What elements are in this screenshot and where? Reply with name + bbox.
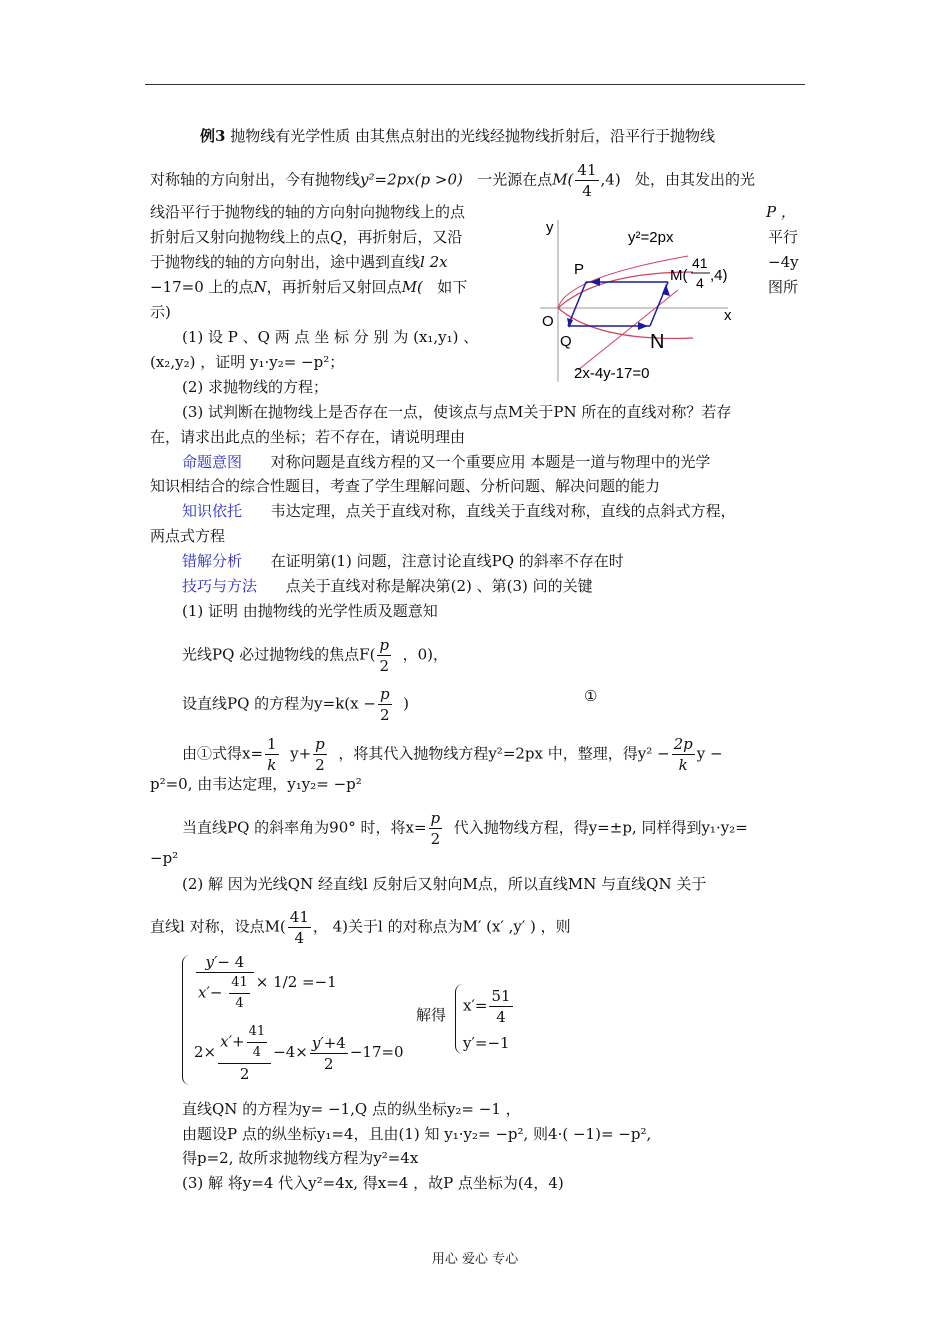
derive-p: 由题设P 点的纵坐标y₁=4，且由(1) 知 y₁·y₂= −p², 则4·( −1)= −p², bbox=[182, 1125, 652, 1143]
solution-2: (2) 解 因为光线QN 经直线l 反射后又射向M点，所以直线MN 与直线QN 关于 bbox=[182, 875, 707, 893]
p-label: P bbox=[574, 261, 585, 278]
example-line-1 bbox=[200, 124, 715, 148]
arrow-head bbox=[638, 322, 648, 330]
footer: 用心 爱心 专心 bbox=[431, 1252, 519, 1267]
intent-line-2: 知识相结合的综合性题目，考查了学生理解问题、分析问题、解决问题的能力 bbox=[150, 477, 661, 495]
text-line: −17=0 上的点N，再折射后又射回点M( 如下 bbox=[150, 278, 468, 296]
line-qn: 直线QN 的方程为y= −1,Q 点的纵坐标y₂= −1 ， bbox=[182, 1100, 521, 1118]
curve-label: y²=2px bbox=[628, 229, 674, 246]
right-text: 图所 bbox=[768, 278, 799, 296]
text: 处，由其发出的光 bbox=[635, 170, 756, 189]
y-label: y bbox=[546, 219, 554, 236]
text: ,4) bbox=[600, 170, 621, 189]
top-rule bbox=[145, 84, 805, 85]
system-eq-1: y′− 4 x′− $\frac{41}{4}$ × 1/2 =−1 bbox=[198, 953, 337, 1011]
parabola-figure bbox=[538, 210, 763, 388]
line-label: 2x-4y-17=0 bbox=[574, 365, 650, 382]
method-line: 技巧与方法 点关于直线对称是解决第(2) 、第(3) 问的关键 bbox=[182, 577, 593, 595]
text-line: 示) bbox=[150, 303, 171, 321]
vieta-line: p²=0, 由韦达定理，y₁y₂= −p² bbox=[150, 775, 362, 793]
solution-x: x′= $\frac{51}{4}$ bbox=[463, 987, 511, 1026]
parabola-result: 得p=2, 故所求抛物线方程为y²=4x bbox=[182, 1149, 419, 1167]
vertical-case-result: −p² bbox=[150, 849, 179, 867]
right-text: P ， bbox=[766, 203, 796, 221]
arrow-head bbox=[662, 284, 670, 296]
parabola-eq: y²=2px(p >0) bbox=[360, 170, 463, 189]
system-eq-2: 2× x′+ $\frac{41}{4}$ 2 −4× $\frac{y'+4}{2}$ −17=0 bbox=[194, 1024, 404, 1083]
text-line: 线沿平行于抛物线的轴的方向射向抛物线上的点 bbox=[150, 203, 466, 221]
text: 抛物线有光学性质 由其焦点射出的光线经抛物线折射后，沿平行于抛物线 bbox=[230, 127, 715, 145]
right-text: −4y bbox=[768, 253, 799, 271]
q-label: Q bbox=[560, 333, 572, 350]
line-l bbox=[578, 290, 678, 370]
vertical-case-line: 当直线PQ 的斜率角为90° 时，将x= $\frac{p}{2}$ 代入抛物线方程，得y=±p, 同样得到y₁·y₂= bbox=[182, 809, 748, 848]
system-brace bbox=[182, 955, 193, 1085]
m-label-post: ,4) bbox=[710, 267, 728, 284]
question-1-b: (x₂,y₂) ，证明 y₁·y₂= −p²； bbox=[150, 353, 345, 371]
question-3: (3) 试判断在抛物线上是否存在一点，使该点与点M关于PN 所在的直线对称？若存 bbox=[182, 403, 732, 421]
m-den: 4 bbox=[696, 275, 704, 291]
question-2: (2) 求抛物线的方程； bbox=[182, 378, 329, 396]
text-line: 折射后又射向抛物线上的点Q，再折射后，又沿 bbox=[150, 228, 463, 246]
point-m: M( bbox=[552, 170, 574, 189]
line-pq-eq: 设直线PQ 的方程为y=k(x − $\frac{p}{2}$ ) bbox=[182, 685, 409, 724]
solution-y: y′=−1 bbox=[463, 1034, 510, 1052]
example-line-2 bbox=[150, 160, 755, 201]
m-num: 41 bbox=[692, 255, 708, 271]
focus-line: 光线PQ 必过抛物线的焦点F( $\frac{p}{2}$ ，0)， bbox=[182, 636, 448, 675]
example-number: 例3 bbox=[200, 127, 226, 145]
question-3-b: 在，请求出此点的坐标；若不存在，请说明理由 bbox=[150, 428, 466, 446]
knowledge-line: 知识依托 韦达定理，点关于直线对称，直线关于直线对称，直线的点斜式方程， bbox=[182, 502, 736, 520]
m-label-pre: M( bbox=[670, 267, 688, 284]
solution-3: (3) 解 将y=4 代入y²=4x, 得x=4 ，故P 点坐标为(4，4) bbox=[182, 1174, 564, 1192]
solution-1: (1) 证明 由抛物线的光学性质及题意知 bbox=[182, 602, 438, 620]
intent-line: 命题意图 对称问题是直线方程的又一个重要应用 本题是一道与物理中的光学 bbox=[182, 453, 711, 471]
fraction-41-4: $\frac{41}{4}$ bbox=[577, 161, 597, 200]
knowledge-line-2: 两点式方程 bbox=[150, 527, 226, 545]
solve-label: 解得 bbox=[416, 1006, 447, 1024]
text: 一光源在点 bbox=[477, 170, 553, 189]
text: 对称轴的方向射出，今有抛物线 bbox=[150, 170, 361, 189]
origin-label: O bbox=[542, 313, 554, 330]
n-label: N bbox=[650, 331, 665, 353]
question-1: (1) 设 P 、Q 两 点 坐 标 分 别 为 (x₁,y₁) 、 bbox=[182, 328, 479, 346]
x-label: x bbox=[724, 307, 732, 324]
right-text: 平行 bbox=[768, 228, 799, 246]
circle-1: ① bbox=[584, 687, 598, 705]
symmetric-point-line: 直线l 对称，设点M( $\frac{41}{4}$ ， 4)关于l 的对称点为M′ (x′ ,y′ ) ，则 bbox=[150, 908, 571, 947]
text-line: 于抛物线的轴的方向射出，途中遇到直线l 2x bbox=[150, 253, 448, 271]
substitution-line: 由①式得x= $\frac{1}{k}$ y+ $\frac{p}{2}$ ，将其代入抛物线方程y²=2px 中，整理，得y² − $\frac{2p}{k}$ y − bbox=[182, 735, 723, 774]
error-line: 错解分析 在证明第(1) 问题，注意讨论直线PQ 的斜率不存在时 bbox=[182, 552, 624, 570]
